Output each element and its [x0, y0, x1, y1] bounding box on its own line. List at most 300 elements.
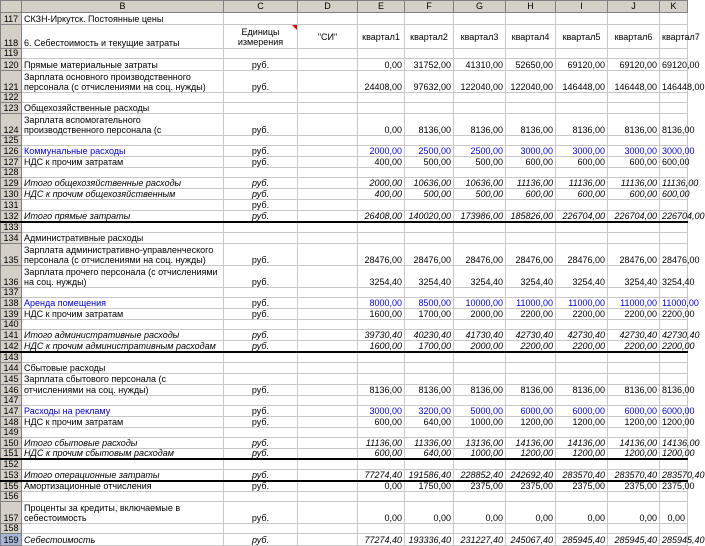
column-header-d[interactable]: D — [298, 1, 358, 13]
cell-unit[interactable]: Единицы измерения — [224, 25, 298, 49]
cell-value[interactable]: 0,00 — [358, 59, 405, 71]
column-header-k[interactable]: K — [660, 1, 688, 13]
cell-label[interactable]: Зарплата основного производственного персонала (с отчислениями на соц. нужды) — [22, 71, 224, 93]
cell-value[interactable] — [608, 93, 660, 103]
cell-value[interactable]: 2375,00 — [506, 481, 556, 492]
cell-value[interactable]: 8136,00 — [556, 114, 608, 136]
row-header[interactable]: 156 — [1, 492, 22, 502]
cell-value[interactable] — [358, 222, 405, 233]
cell-unit[interactable] — [224, 459, 298, 470]
cell-label[interactable]: Прямые материальные затраты — [22, 59, 224, 71]
cell-value[interactable]: 0,00 — [506, 502, 556, 524]
row-header[interactable]: 142 — [1, 341, 22, 352]
cell-value[interactable] — [405, 93, 454, 103]
cell-value[interactable]: 8136,00 — [608, 114, 660, 136]
cell-value[interactable] — [660, 362, 688, 373]
cell-unit[interactable] — [224, 352, 298, 363]
cell-value[interactable]: 2000,00 — [454, 341, 506, 352]
cell-si[interactable] — [298, 157, 358, 168]
cell-si[interactable] — [298, 352, 358, 363]
cell-value[interactable]: 8000,00 — [358, 298, 405, 309]
cell-value[interactable]: 173986,00 — [454, 211, 506, 222]
cell-si[interactable] — [298, 395, 358, 405]
cell-value[interactable]: 600,00 — [556, 157, 608, 168]
cell-value[interactable] — [405, 136, 454, 146]
cell-value[interactable] — [660, 103, 688, 114]
cell-value[interactable] — [405, 459, 454, 470]
cell-value[interactable] — [660, 168, 688, 178]
cell-value[interactable]: 1200,00 — [556, 416, 608, 427]
cell-unit[interactable] — [224, 373, 298, 384]
cell-unit[interactable]: руб. — [224, 534, 298, 546]
cell-si[interactable] — [298, 71, 358, 93]
cell-value[interactable]: 2375,00 — [556, 481, 608, 492]
cell-value[interactable]: 0,00 — [608, 502, 660, 524]
cell-value[interactable]: 0,00 — [358, 481, 405, 492]
cell-label[interactable]: 6. Себестоимость и текущие затраты — [22, 25, 224, 49]
cell-value[interactable] — [556, 233, 608, 244]
cell-value[interactable] — [506, 320, 556, 330]
column-header-g[interactable]: G — [454, 1, 506, 13]
cell-value[interactable]: 2200,00 — [506, 341, 556, 352]
cell-value[interactable] — [660, 222, 688, 233]
cell-value[interactable]: 285945,40 — [556, 534, 608, 546]
cell-value[interactable]: 10000,00 — [454, 298, 506, 309]
cell-value[interactable] — [405, 427, 454, 437]
cell-label[interactable] — [22, 492, 224, 502]
cell-value[interactable] — [506, 492, 556, 502]
cell-value[interactable]: 2375,00 — [608, 481, 660, 492]
cell-value[interactable]: 600,00 — [358, 448, 405, 459]
cell-value[interactable]: 3000,00 — [660, 146, 688, 157]
cell-unit[interactable]: руб. — [224, 502, 298, 524]
cell-value[interactable]: 2000,00 — [358, 146, 405, 157]
cell-label[interactable]: Проценты за кредиты, включаемые в себестоимость — [22, 502, 224, 524]
cell-label[interactable]: НДС к прочим административным расходам — [22, 341, 224, 352]
cell-label[interactable] — [22, 136, 224, 146]
cell-value[interactable]: 24408,00 — [358, 71, 405, 93]
cell-si[interactable] — [298, 405, 358, 416]
cell-label[interactable]: Зарплата прочего персонала (с отчислениями на соц. нужды) — [22, 266, 224, 288]
cell-value[interactable] — [608, 395, 660, 405]
cell-value[interactable]: квартал7 — [660, 25, 688, 49]
cell-value[interactable]: 6000,00 — [556, 405, 608, 416]
cell-label[interactable] — [22, 352, 224, 363]
cell-value[interactable]: 13136,00 — [454, 437, 506, 448]
cell-value[interactable]: 2000,00 — [358, 178, 405, 189]
cell-unit[interactable]: руб. — [224, 114, 298, 136]
cell-value[interactable] — [660, 395, 688, 405]
cell-value[interactable] — [358, 168, 405, 178]
cell-value[interactable] — [660, 524, 688, 534]
cell-value[interactable] — [608, 373, 660, 384]
cell-value[interactable]: 1200,00 — [608, 448, 660, 459]
cell-value[interactable]: 11136,00 — [506, 178, 556, 189]
cell-value[interactable] — [506, 459, 556, 470]
cell-value[interactable] — [405, 362, 454, 373]
cell-value[interactable] — [454, 427, 506, 437]
cell-label[interactable]: Итого административные расходы — [22, 330, 224, 341]
cell-value[interactable]: 11000,00 — [556, 298, 608, 309]
cell-value[interactable]: 140020,00 — [405, 211, 454, 222]
cell-value[interactable] — [358, 200, 405, 211]
cell-value[interactable] — [608, 362, 660, 373]
cell-label[interactable]: НДС к прочим общехозяйственным — [22, 189, 224, 200]
cell-value[interactable]: 1200,00 — [506, 448, 556, 459]
cell-value[interactable]: 600,00 — [506, 157, 556, 168]
cell-value[interactable] — [556, 395, 608, 405]
cell-value[interactable]: 226704,00 — [556, 211, 608, 222]
cell-value[interactable]: 122040,00 — [506, 71, 556, 93]
cell-value[interactable] — [556, 200, 608, 211]
row-header[interactable]: 145 — [1, 373, 22, 384]
cell-value[interactable]: 640,00 — [405, 448, 454, 459]
row-header[interactable]: 122 — [1, 93, 22, 103]
cell-si[interactable] — [298, 534, 358, 546]
cell-si[interactable] — [298, 49, 358, 59]
cell-value[interactable] — [358, 136, 405, 146]
cell-si[interactable] — [298, 448, 358, 459]
cell-value[interactable] — [556, 13, 608, 25]
cell-value[interactable]: 1600,00 — [358, 341, 405, 352]
cell-si[interactable] — [298, 59, 358, 71]
cell-value[interactable]: 1700,00 — [405, 309, 454, 320]
cell-label[interactable]: НДС к прочим сбытовым расходам — [22, 448, 224, 459]
cell-value[interactable]: 2200,00 — [608, 309, 660, 320]
cell-value[interactable]: 600,00 — [358, 416, 405, 427]
cell-label[interactable]: Итого прямые затраты — [22, 211, 224, 222]
cell-unit[interactable]: руб. — [224, 384, 298, 395]
cell-label[interactable] — [22, 168, 224, 178]
cell-value[interactable]: 2200,00 — [608, 341, 660, 352]
cell-value[interactable]: 500,00 — [405, 189, 454, 200]
cell-label[interactable] — [22, 459, 224, 470]
cell-value[interactable]: квартал2 — [405, 25, 454, 49]
cell-value[interactable] — [556, 459, 608, 470]
cell-unit[interactable] — [224, 492, 298, 502]
cell-value[interactable] — [358, 49, 405, 59]
cell-label[interactable]: Зарплата вспомогательного производственного персонала (с — [22, 114, 224, 136]
cell-value[interactable]: 1200,00 — [660, 448, 688, 459]
row-header[interactable]: 155 — [1, 481, 22, 492]
cell-value[interactable] — [405, 524, 454, 534]
cell-value[interactable]: 600,00 — [660, 189, 688, 200]
cell-value[interactable] — [556, 168, 608, 178]
cell-value[interactable] — [358, 13, 405, 25]
cell-value[interactable]: 42730,40 — [608, 330, 660, 341]
row-header[interactable]: 141 — [1, 330, 22, 341]
cell-value[interactable]: 2500,00 — [405, 146, 454, 157]
cell-label[interactable] — [22, 200, 224, 211]
cell-value[interactable]: 1200,00 — [660, 416, 688, 427]
cell-value[interactable] — [608, 288, 660, 298]
cell-unit[interactable]: руб. — [224, 189, 298, 200]
cell-value[interactable] — [454, 222, 506, 233]
cell-si[interactable] — [298, 362, 358, 373]
cell-value[interactable] — [358, 492, 405, 502]
cell-si[interactable] — [298, 341, 358, 352]
cell-label[interactable]: Итого сбытовые расходы — [22, 437, 224, 448]
cell-value[interactable] — [608, 524, 660, 534]
cell-unit[interactable] — [224, 427, 298, 437]
cell-value[interactable] — [454, 233, 506, 244]
cell-value[interactable]: 28476,00 — [454, 244, 506, 266]
row-header[interactable]: 123 — [1, 103, 22, 114]
cell-value[interactable] — [454, 492, 506, 502]
cell-value[interactable]: 11000,00 — [506, 298, 556, 309]
row-header[interactable]: 131 — [1, 200, 22, 211]
cell-value[interactable] — [454, 373, 506, 384]
cell-unit[interactable]: руб. — [224, 330, 298, 341]
cell-unit[interactable]: руб. — [224, 437, 298, 448]
cell-value[interactable]: 0,00 — [358, 502, 405, 524]
column-header-j[interactable]: J — [608, 1, 660, 13]
cell-value[interactable] — [506, 362, 556, 373]
cell-value[interactable] — [506, 395, 556, 405]
cell-unit[interactable]: руб. — [224, 178, 298, 189]
cell-value[interactable] — [454, 136, 506, 146]
cell-value[interactable]: 6000,00 — [506, 405, 556, 416]
cell-value[interactable] — [454, 93, 506, 103]
cell-value[interactable]: 500,00 — [454, 189, 506, 200]
cell-value[interactable]: 69120,00 — [556, 59, 608, 71]
cell-value[interactable] — [556, 49, 608, 59]
cell-value[interactable] — [608, 103, 660, 114]
cell-value[interactable]: 3000,00 — [556, 146, 608, 157]
cell-value[interactable]: квартал6 — [608, 25, 660, 49]
cell-si[interactable] — [298, 524, 358, 534]
row-header[interactable]: 121 — [1, 71, 22, 93]
cell-si[interactable] — [298, 103, 358, 114]
row-header[interactable]: 147 — [1, 395, 22, 405]
cell-value[interactable]: 2500,00 — [454, 146, 506, 157]
cell-unit[interactable]: руб. — [224, 146, 298, 157]
cell-value[interactable]: 14136,00 — [506, 437, 556, 448]
cell-value[interactable] — [454, 352, 506, 363]
cell-value[interactable] — [454, 288, 506, 298]
cell-value[interactable]: 41310,00 — [454, 59, 506, 71]
row-header[interactable]: 150 — [1, 437, 22, 448]
cell-unit[interactable]: руб. — [224, 266, 298, 288]
cell-label[interactable]: Аренда помещения — [22, 298, 224, 309]
cell-value[interactable]: 283570,40 — [556, 470, 608, 481]
cell-value[interactable]: 285945,40 — [660, 534, 688, 546]
row-header[interactable]: 127 — [1, 157, 22, 168]
cell-si[interactable] — [298, 298, 358, 309]
cell-value[interactable] — [506, 49, 556, 59]
cell-label[interactable]: Зарплата административно-управленческого персонала (с отчислениями на соц. нужды) — [22, 244, 224, 266]
cell-value[interactable] — [556, 352, 608, 363]
cell-value[interactable]: 640,00 — [405, 416, 454, 427]
cell-value[interactable] — [405, 373, 454, 384]
cell-label[interactable]: Итого общехозяйственные расходы — [22, 178, 224, 189]
row-header[interactable]: 153 — [1, 470, 22, 481]
cell-value[interactable]: 8136,00 — [660, 114, 688, 136]
cell-label[interactable] — [22, 524, 224, 534]
cell-value[interactable]: квартал1 — [358, 25, 405, 49]
cell-value[interactable] — [454, 395, 506, 405]
cell-value[interactable]: 28476,00 — [405, 244, 454, 266]
row-header[interactable]: 118 — [1, 25, 22, 49]
cell-value[interactable] — [506, 168, 556, 178]
cell-value[interactable] — [660, 93, 688, 103]
cell-label[interactable]: Сбытовые расходы — [22, 362, 224, 373]
row-header[interactable]: 137 — [1, 288, 22, 298]
cell-value[interactable] — [556, 222, 608, 233]
row-header[interactable]: 149 — [1, 427, 22, 437]
cell-value[interactable]: 8136,00 — [506, 384, 556, 395]
row-header[interactable]: 143 — [1, 352, 22, 363]
cell-value[interactable] — [608, 136, 660, 146]
cell-si[interactable] — [298, 309, 358, 320]
cell-label[interactable]: Административные расходы — [22, 233, 224, 244]
cell-value[interactable]: 2200,00 — [660, 341, 688, 352]
cell-value[interactable]: 3200,00 — [405, 405, 454, 416]
cell-value[interactable] — [506, 373, 556, 384]
cell-value[interactable]: 122040,00 — [454, 71, 506, 93]
cell-value[interactable] — [660, 459, 688, 470]
cell-value[interactable] — [358, 459, 405, 470]
row-header[interactable]: 129 — [1, 178, 22, 189]
cell-unit[interactable]: руб. — [224, 416, 298, 427]
cell-value[interactable]: 28476,00 — [608, 244, 660, 266]
row-header[interactable]: 146 — [1, 384, 22, 395]
cell-value[interactable]: 0,00 — [556, 502, 608, 524]
cell-si[interactable] — [298, 470, 358, 481]
cell-value[interactable]: 1200,00 — [506, 416, 556, 427]
cell-value[interactable]: 3254,40 — [506, 266, 556, 288]
cell-label[interactable]: Себестоимость — [22, 534, 224, 546]
cell-value[interactable]: 600,00 — [608, 157, 660, 168]
cell-value[interactable]: 2200,00 — [556, 309, 608, 320]
cell-value[interactable] — [608, 49, 660, 59]
cell-value[interactable]: 2200,00 — [660, 309, 688, 320]
cell-si[interactable] — [298, 200, 358, 211]
cell-unit[interactable] — [224, 233, 298, 244]
cell-unit[interactable] — [224, 93, 298, 103]
cell-value[interactable] — [660, 200, 688, 211]
cell-unit[interactable] — [224, 320, 298, 330]
row-header[interactable]: 120 — [1, 59, 22, 71]
cell-value[interactable]: 11136,00 — [358, 437, 405, 448]
cell-value[interactable]: 0,00 — [660, 502, 688, 524]
cell-value[interactable] — [506, 200, 556, 211]
cell-value[interactable]: 3254,40 — [454, 266, 506, 288]
cell-value[interactable] — [506, 524, 556, 534]
cell-label[interactable]: Зарплата сбытового персонала (с — [22, 373, 224, 384]
cell-value[interactable]: 42730,40 — [660, 330, 688, 341]
cell-value[interactable]: 14136,00 — [556, 437, 608, 448]
cell-value[interactable] — [556, 524, 608, 534]
cell-value[interactable] — [405, 222, 454, 233]
cell-value[interactable]: 1000,00 — [454, 416, 506, 427]
cell-value[interactable] — [608, 168, 660, 178]
cell-value[interactable] — [608, 427, 660, 437]
cell-value[interactable] — [506, 103, 556, 114]
cell-value[interactable] — [454, 320, 506, 330]
cell-value[interactable]: 2200,00 — [506, 309, 556, 320]
cell-si[interactable] — [298, 320, 358, 330]
cell-value[interactable] — [556, 320, 608, 330]
cell-value[interactable]: 8136,00 — [454, 384, 506, 395]
cell-value[interactable] — [506, 222, 556, 233]
cell-label[interactable]: Общехозяйственные расходы — [22, 103, 224, 114]
cell-value[interactable]: 500,00 — [454, 157, 506, 168]
cell-label[interactable] — [22, 427, 224, 437]
cell-value[interactable] — [660, 320, 688, 330]
cell-value[interactable]: 500,00 — [405, 157, 454, 168]
cell-value[interactable]: 11136,00 — [556, 178, 608, 189]
cell-value[interactable] — [660, 352, 688, 363]
cell-value[interactable] — [506, 93, 556, 103]
cell-value[interactable]: 3254,40 — [405, 266, 454, 288]
cell-value[interactable] — [660, 427, 688, 437]
cell-value[interactable]: 3254,40 — [660, 266, 688, 288]
cell-value[interactable]: 8136,00 — [405, 114, 454, 136]
cell-value[interactable]: 600,00 — [556, 189, 608, 200]
cell-value[interactable]: 600,00 — [608, 189, 660, 200]
cell-unit[interactable]: руб. — [224, 211, 298, 222]
cell-si[interactable] — [298, 178, 358, 189]
cell-value[interactable]: 1700,00 — [405, 341, 454, 352]
cell-si[interactable] — [298, 459, 358, 470]
cell-si[interactable] — [298, 330, 358, 341]
cell-value[interactable] — [506, 427, 556, 437]
cell-value[interactable]: 1750,00 — [405, 481, 454, 492]
cell-value[interactable] — [405, 103, 454, 114]
cell-unit[interactable]: руб. — [224, 448, 298, 459]
cell-unit[interactable] — [224, 49, 298, 59]
cell-value[interactable] — [506, 233, 556, 244]
cell-value[interactable]: 8136,00 — [454, 114, 506, 136]
row-header[interactable]: 126 — [1, 146, 22, 157]
cell-value[interactable]: 1600,00 — [358, 309, 405, 320]
cell-value[interactable]: 11136,00 — [660, 178, 688, 189]
column-header-i[interactable]: I — [556, 1, 608, 13]
cell-value[interactable]: 228852,40 — [454, 470, 506, 481]
row-header[interactable]: 125 — [1, 136, 22, 146]
cell-label[interactable]: СКЗН-Иркутск. Постоянные цены — [22, 13, 224, 25]
cell-value[interactable]: 31752,00 — [405, 59, 454, 71]
row-header[interactable]: 152 — [1, 459, 22, 470]
row-header[interactable]: 133 — [1, 222, 22, 233]
cell-value[interactable] — [358, 427, 405, 437]
cell-value[interactable]: 6000,00 — [608, 405, 660, 416]
cell-value[interactable] — [454, 362, 506, 373]
cell-unit[interactable] — [224, 136, 298, 146]
cell-value[interactable]: 400,00 — [358, 157, 405, 168]
cell-value[interactable] — [358, 233, 405, 244]
cell-value[interactable]: 10636,00 — [454, 178, 506, 189]
cell-value[interactable] — [405, 320, 454, 330]
cell-value[interactable] — [660, 233, 688, 244]
cell-value[interactable] — [608, 320, 660, 330]
cell-unit[interactable] — [224, 362, 298, 373]
cell-value[interactable] — [660, 373, 688, 384]
cell-value[interactable]: 28476,00 — [660, 244, 688, 266]
cell-value[interactable] — [506, 288, 556, 298]
cell-value[interactable] — [608, 352, 660, 363]
column-header-h[interactable]: H — [506, 1, 556, 13]
column-header-b[interactable]: B — [22, 1, 224, 13]
cell-value[interactable]: 400,00 — [358, 189, 405, 200]
cell-value[interactable] — [405, 233, 454, 244]
cell-value[interactable]: 0,00 — [405, 502, 454, 524]
row-header[interactable]: 148 — [1, 416, 22, 427]
cell-si[interactable]: "СИ" — [298, 25, 358, 49]
cell-label[interactable] — [22, 49, 224, 59]
cell-label[interactable]: НДС к прочим затратам — [22, 416, 224, 427]
